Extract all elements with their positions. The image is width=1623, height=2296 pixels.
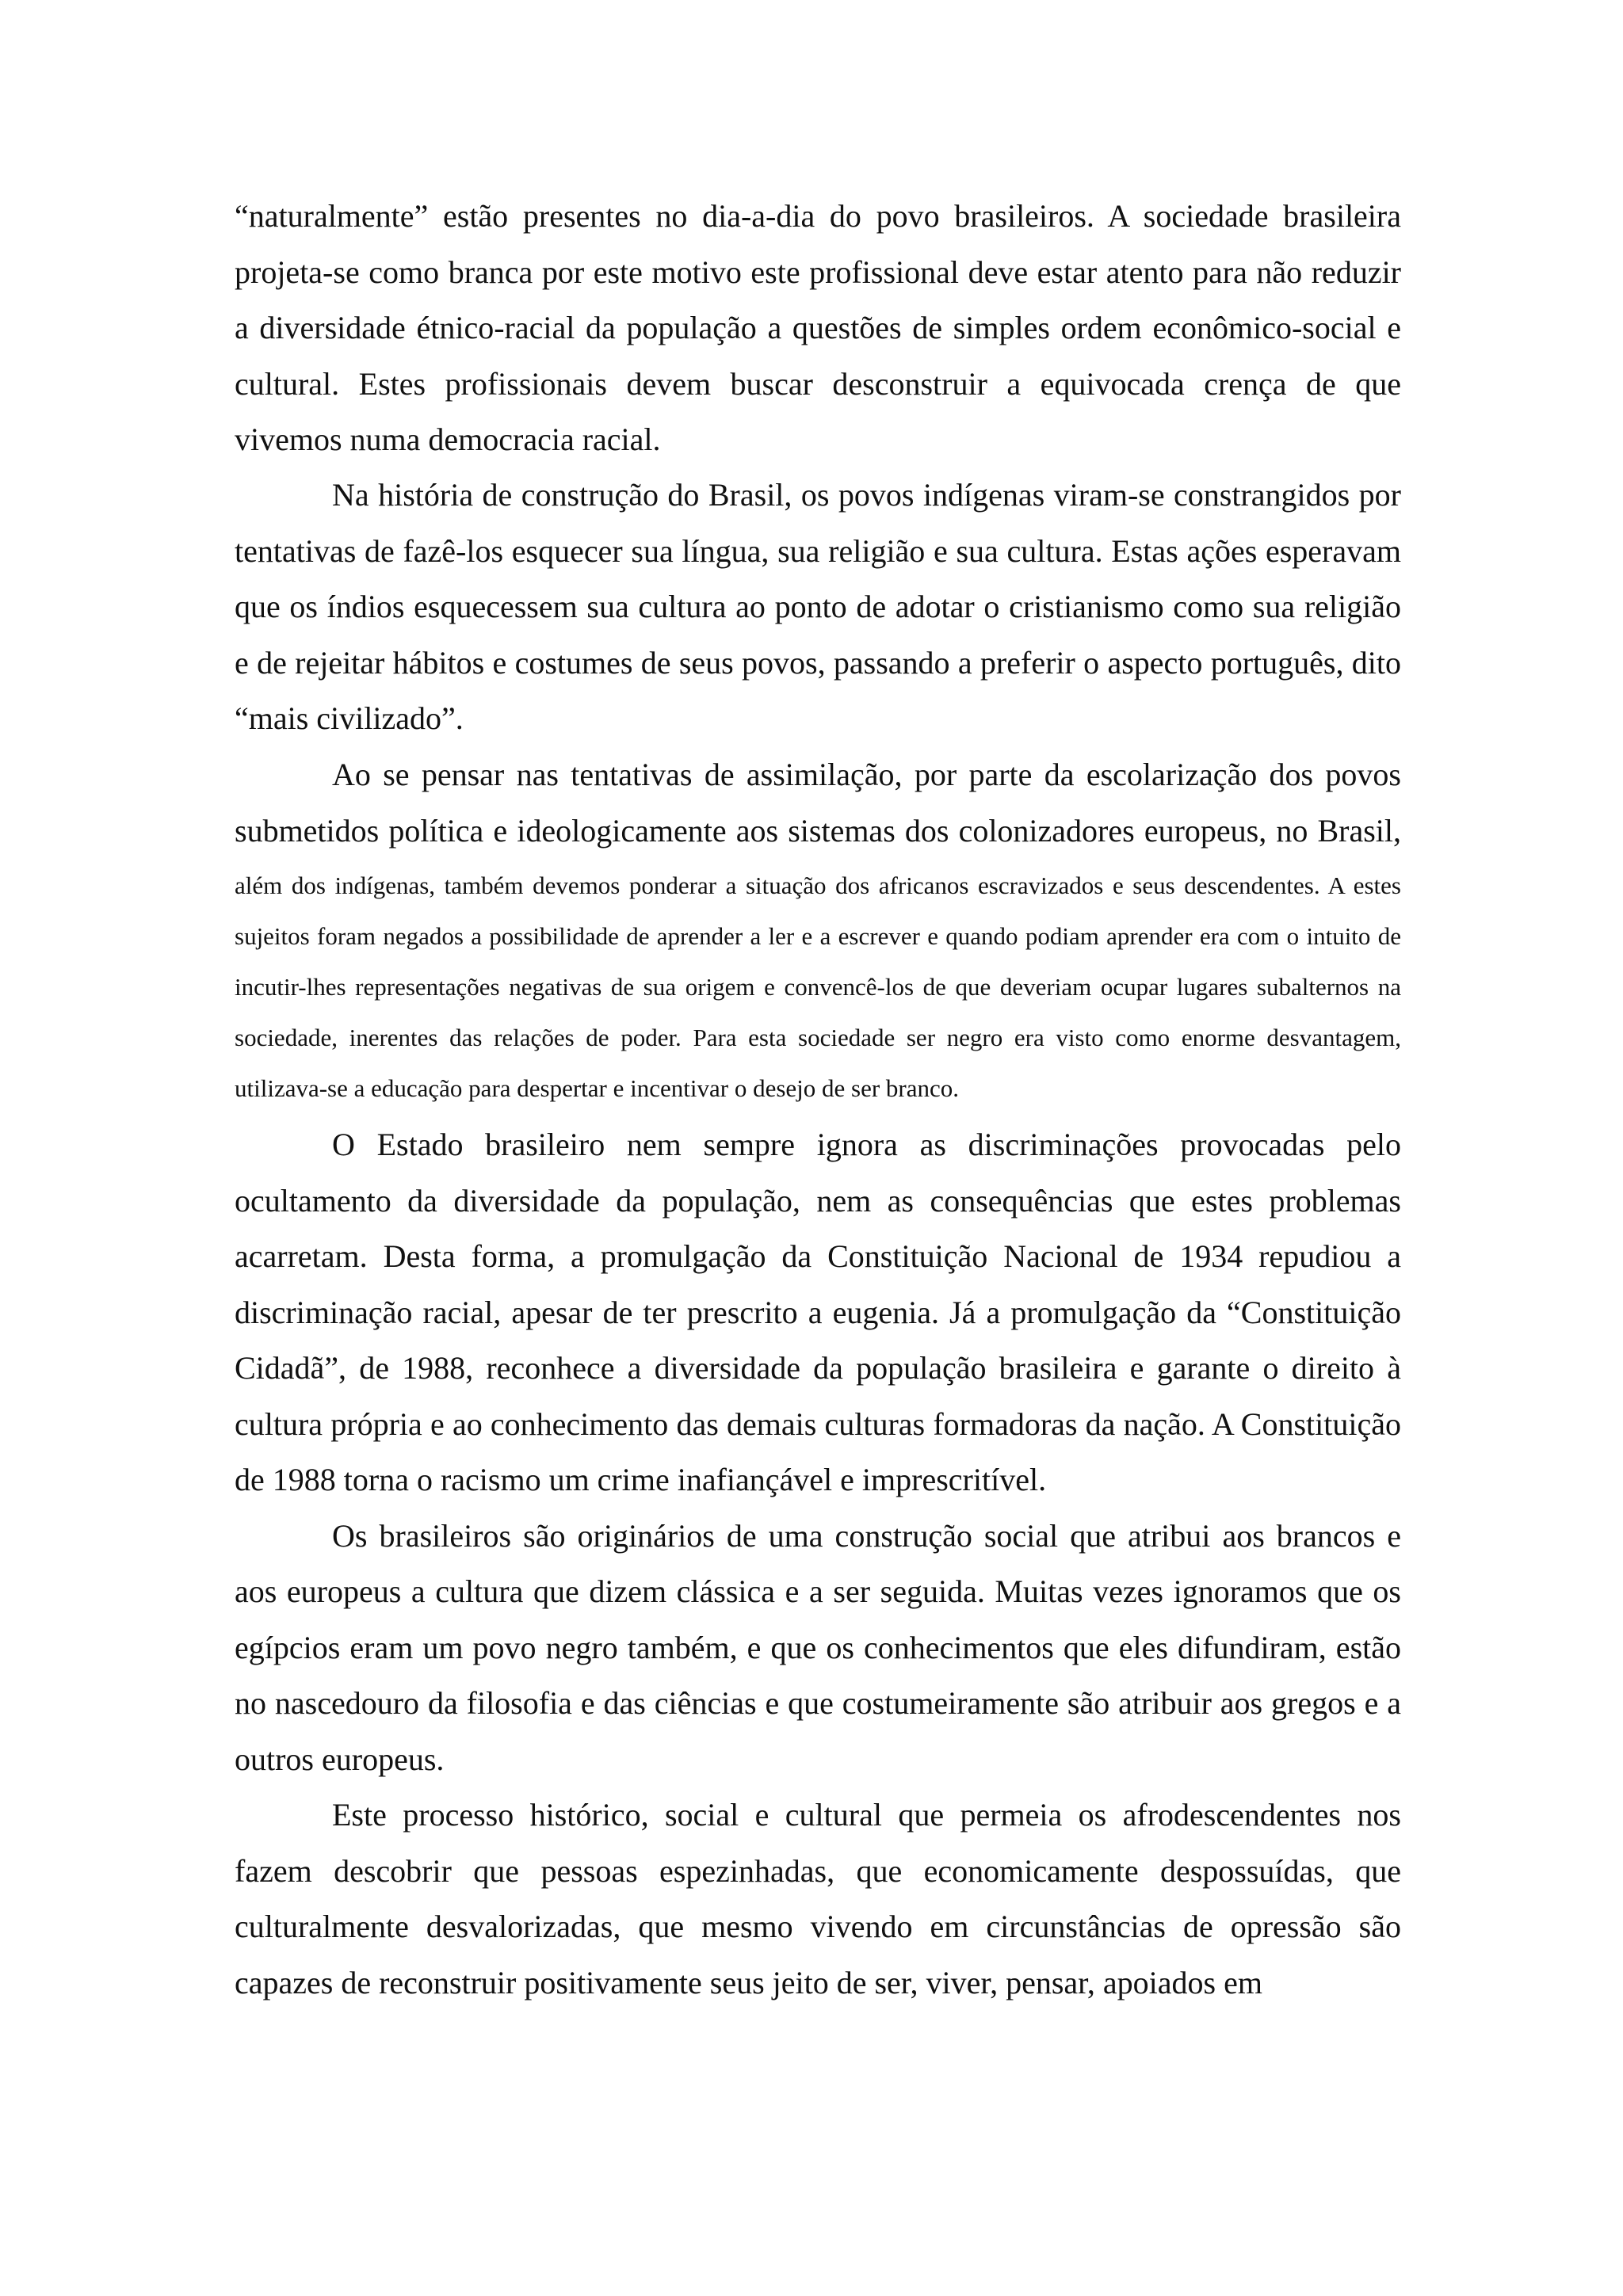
paragraph-assimilation-large: Ao se pensar nas tentativas de assimilação, por parte da escolarização dos povos submetidos política e ideologicamente aos sistemas dos colonizadores europeus, no Brasil, — [235, 757, 1401, 849]
document-page — [235, 189, 1401, 2011]
paragraph-brazilians-origins: Os brasileiros são originários de uma construção social que atribui aos brancos e aos europeus a cultura que dizem clássica e a ser seguida. Muitas vezes ignoramos que os egípcios eram um povo negro também, e que os conhecimentos que eles difundiram, estão no nascedouro da filosofia e das ciências e que costumeiramente são atribuir aos gregos e a outros europeus. — [235, 1517, 1401, 1777]
paragraph-assimilation-small: além dos indígenas, também devemos ponderar a situação dos africanos escravizados e seus descendentes. A estes sujeitos foram negados a possibilidade de aprender a ler e a escrever e quando podiam aprender era com o intuito de incutir-lhes representações negativas de sua origem e convencê-los de que deveriam ocupar lugares subalternos na sociedade, inerentes das relações de poder. Para esta sociedade ser negro era visto como enorme desvantagem, utilizava-se a educação para despertar e incentivar o desejo de ser branco. — [235, 871, 1401, 1102]
paragraph-state-constitution: O Estado brasileiro nem sempre ignora as discriminações provocadas pelo ocultamento da diversidade da população, nem as consequências que estes problemas acarretam. Desta forma, a promulgação da Constituição Nacional de 1934 repudiou a discriminação racial, apesar de ter prescrito a eugenia. Já a promulgação da “Constituição Cidadã”, de 1988, reconhece a diversidade da população brasileira e garante o direito à cultura própria e ao conhecimento das demais culturas formadoras da nação. A Constituição de 1988 torna o racismo um crime inafiançável e imprescritível. — [235, 1127, 1401, 1497]
paragraph-continuation: “naturalmente” estão presentes no dia-a-dia do povo brasileiros. A sociedade brasileira projeta-se como branca por este motivo este profissional deve estar atento para não reduzir a diversidade étnico-racial da população a questões de simples ordem econômico-social e cultural. Estes profissionais devem buscar desconstruir a equivocada crença de que vivemos numa democracia racial. — [235, 198, 1401, 457]
paragraph-historical-process: Este processo histórico, social e cultural que permeia os afrodescendentes nos fazem descobrir que pessoas espezinhadas, que economicamente despossuídas, que culturalmente desvalorizadas, que mesmo vivendo em circunstâncias de opressão são capazes de reconstruir positivamente seus jeito de ser, viver, pensar, apoiados em — [235, 1797, 1401, 2000]
paragraph-indigenous-history: Na história de construção do Brasil, os povos indígenas viram-se constrangidos por tentativas de fazê-los esquecer sua língua, sua religião e sua cultura. Estas ações esperavam que os índios esquecessem sua cultura ao ponto de adotar o cristianismo como sua religião e de rejeitar hábitos e costumes de seus povos, passando a preferir o aspecto português, dito “mais civilizado”. — [235, 477, 1401, 736]
paragraph-assimilation — [235, 747, 1401, 1112]
